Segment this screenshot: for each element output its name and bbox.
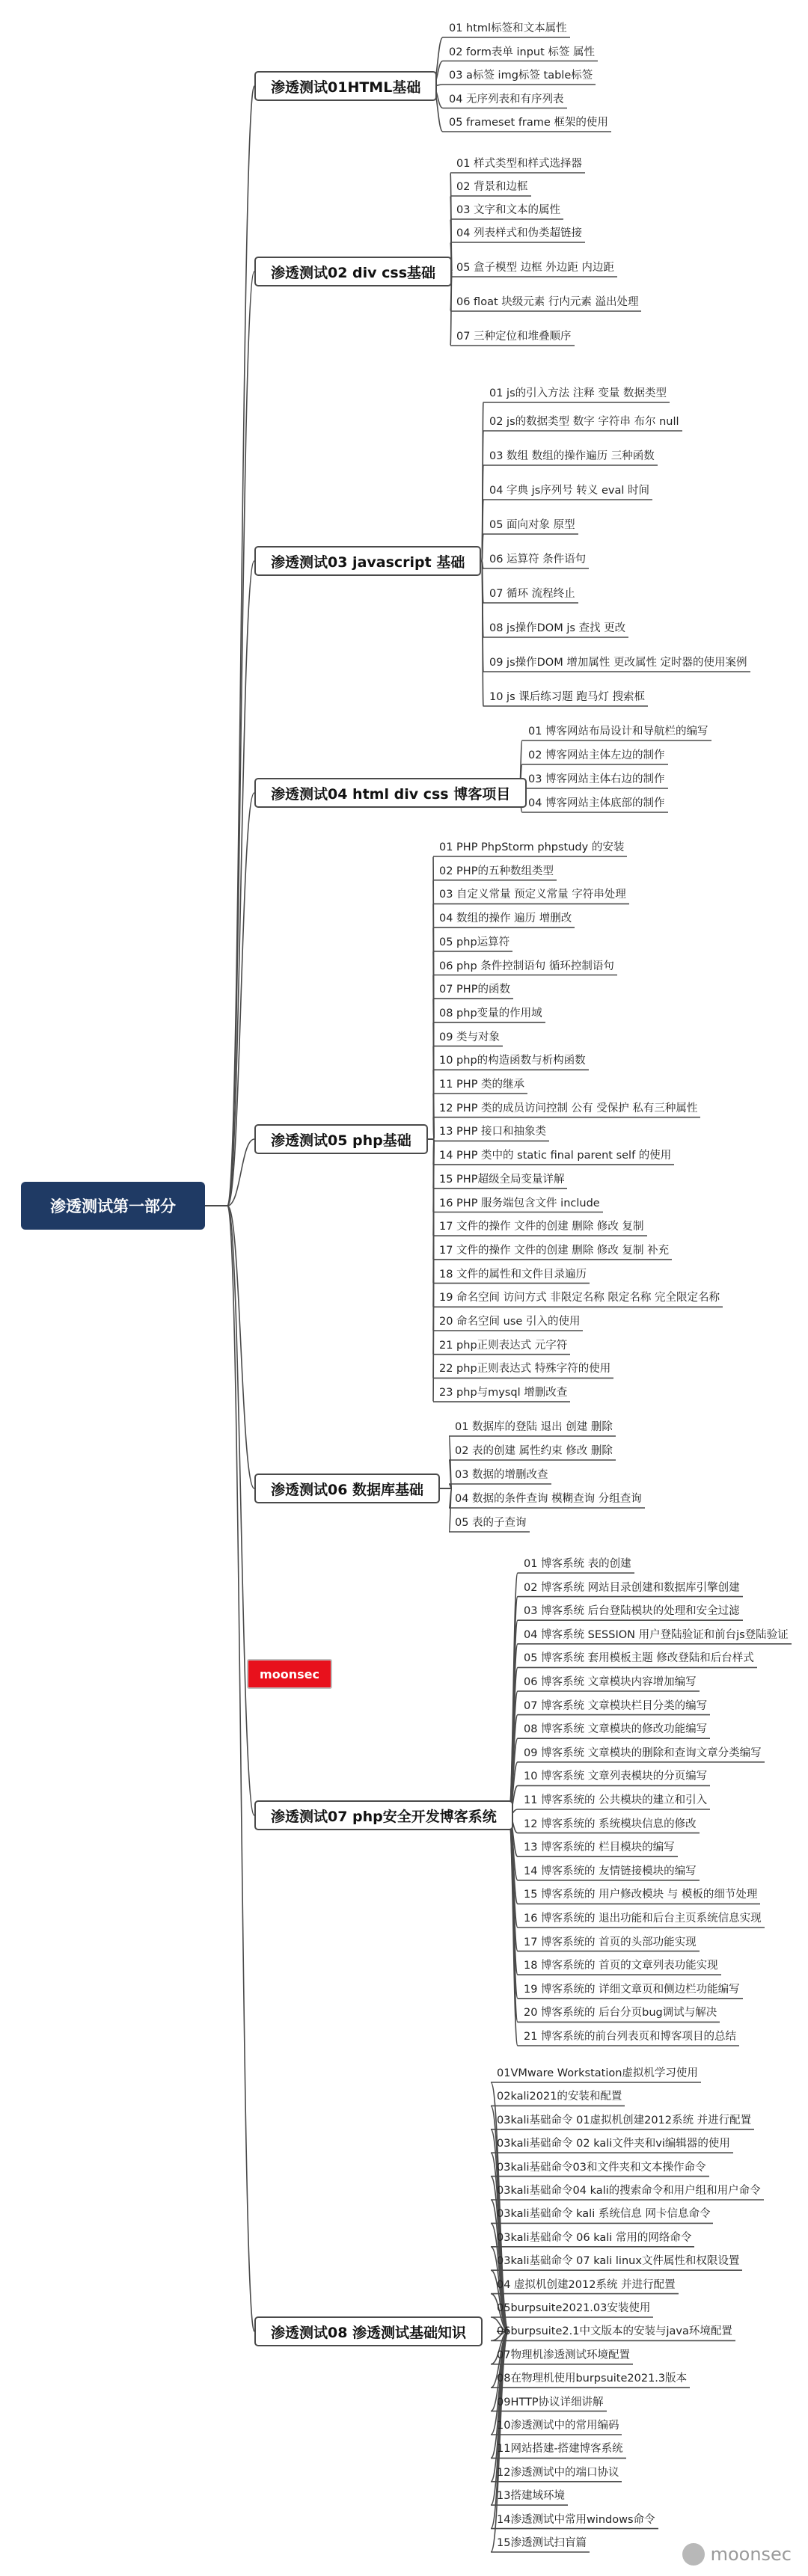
leaf-item[interactable]: 09HTTP协议详细讲解	[497, 2396, 604, 2408]
leaf-item[interactable]: 08 博客系统 文章模块的修改功能编写	[524, 1723, 708, 1736]
leaf-item[interactable]: 11网站搭建-搭建博客系统	[497, 2443, 623, 2456]
leaf-item[interactable]: 10 php的构造函数与析构函数	[439, 1055, 586, 1067]
leaf-item[interactable]: 09 js操作DOM 增加属性 更改属性 定时器的使用案例	[489, 657, 747, 669]
leaf-item[interactable]: 02 博客系统 网站目录创建和数据库引擎创建	[524, 1581, 740, 1594]
leaf-item[interactable]: 16 PHP 服务端包含文件 include	[439, 1197, 600, 1209]
leaf-item[interactable]: 02 js的数据类型 数字 字符串 布尔 null	[489, 416, 679, 428]
leaf-item[interactable]: 08在物理机使用burpsuite2021.3版本	[497, 2373, 688, 2385]
leaf-item[interactable]: 03kali基础命令 kali 系统信息 网卡信息命令	[497, 2208, 711, 2221]
moonsec-tag: moonsec	[247, 1659, 332, 1689]
leaf-item[interactable]: 05 表的子查询	[455, 1517, 527, 1529]
leaf-item[interactable]: 03 博客网站主体右边的制作	[528, 773, 665, 785]
connector-line	[205, 561, 254, 1206]
leaf-item[interactable]: 02kali2021的安装和配置	[497, 2091, 622, 2103]
leaf-item[interactable]: 12 PHP 类的成员访问控制 公有 受保护 私有三种属性	[439, 1102, 698, 1114]
leaf-item[interactable]: 20 命名空间 use 引入的使用	[439, 1316, 581, 1328]
leaf-item[interactable]: 03 数据的增删改查	[455, 1469, 548, 1481]
connector-line	[205, 1206, 254, 2331]
connector-line	[205, 272, 254, 1206]
leaf-item[interactable]: 04 字典 js序列号 转义 eval 时间	[489, 485, 649, 497]
leaf-item[interactable]: 02 博客网站主体左边的制作	[528, 749, 665, 761]
watermark-logo-icon	[682, 2543, 705, 2566]
leaf-item[interactable]: 01 博客系统 表的创建	[524, 1558, 631, 1570]
leaf-item[interactable]: 11 PHP 类的继承	[439, 1079, 525, 1091]
leaf-item[interactable]: 15 PHP超级全局变量详解	[439, 1173, 565, 1186]
leaf-item[interactable]: 04 虚拟机创建2012系统 并进行配置	[497, 2278, 676, 2291]
leaf-item[interactable]: 07 循环 流程终止	[489, 588, 575, 600]
leaf-item[interactable]: 05 盒子模型 边框 外边距 内边距	[456, 262, 614, 274]
leaf-item[interactable]: 08 js操作DOM js 查找 更改	[489, 622, 626, 634]
connector-line	[205, 1206, 254, 1488]
leaf-item[interactable]: 12 博客系统的 系统模块信息的修改	[524, 1818, 697, 1830]
leaf-item[interactable]: 14 PHP 类中的 static final parent self 的使用	[439, 1150, 672, 1162]
category-node-8[interactable]: 渗透测试08 渗透测试基础知识	[254, 2316, 483, 2346]
leaf-item[interactable]: 01 PHP PhpStorm phpstudy 的安装	[439, 841, 625, 853]
leaf-item[interactable]: 03kali基础命令 06 kali 常用的网络命令	[497, 2231, 692, 2244]
category-node-6[interactable]: 渗透测试06 数据库基础	[254, 1473, 440, 1503]
leaf-item[interactable]: 18 文件的属性和文件目录遍历	[439, 1268, 587, 1281]
leaf-item[interactable]: 05 面向对象 原型	[489, 519, 575, 531]
leaf-item[interactable]: 10 博客系统 文章列表模块的分页编写	[524, 1770, 708, 1783]
leaf-item[interactable]: 23 php与mysql 增删改查	[439, 1387, 568, 1399]
leaf-item[interactable]: 03 数组 数组的操作遍历 三种函数	[489, 450, 655, 462]
leaf-item[interactable]: 01 数据库的登陆 退出 创建 删除	[455, 1421, 613, 1433]
leaf-item[interactable]: 03 文字和文本的属性	[456, 204, 561, 216]
leaf-item[interactable]: 16 博客系统的 退出功能和后台主页系统信息实现	[524, 1913, 762, 1925]
category-node-4[interactable]: 渗透测试04 html div css 博客项目	[254, 778, 527, 808]
leaf-item[interactable]: 06 运算符 条件语句	[489, 553, 587, 565]
leaf-item[interactable]: 08 php变量的作用域	[439, 1007, 542, 1019]
watermark-text: moonsec	[710, 2544, 792, 2565]
leaf-item[interactable]: 03kali基础命令 01虚拟机创建2012系统 并进行配置	[497, 2114, 752, 2126]
leaf-item[interactable]: 04 列表样式和伪类超链接	[456, 227, 583, 239]
leaf-item[interactable]: 20 博客系统的 后台分页bug调试与解决	[524, 2007, 717, 2020]
leaf-item[interactable]: 17 文件的操作 文件的创建 删除 修改 复制	[439, 1221, 644, 1233]
category-node-1[interactable]: 渗透测试01HTML基础	[254, 71, 437, 101]
leaf-item[interactable]: 19 命名空间 访问方式 非限定名称 限定名称 完全限定名称	[439, 1292, 720, 1304]
leaf-item[interactable]: 01 样式类型和样式选择器	[456, 158, 583, 170]
leaf-item[interactable]: 09 类与对象	[439, 1031, 501, 1043]
connector-line	[205, 793, 254, 1206]
leaf-item[interactable]: 21 博客系统的前台列表页和博客项目的总结	[524, 2031, 737, 2043]
category-node-5[interactable]: 渗透测试05 php基础	[254, 1124, 428, 1154]
leaf-item[interactable]: 04 数据的条件查询 模糊查询 分组查询	[455, 1493, 642, 1505]
leaf-item[interactable]: 04 数组的操作 遍历 增删改	[439, 913, 572, 925]
leaf-item[interactable]: 06 php 条件控制语句 循环控制语句	[439, 960, 614, 972]
leaf-item[interactable]: 10渗透测试中的常用编码	[497, 2420, 619, 2432]
leaf-item[interactable]: 01 js的引入方法 注释 变量 数据类型	[489, 387, 667, 399]
leaf-item[interactable]: 04 博客系统 SESSION 用户登陆验证和前台js登陆验证	[524, 1628, 789, 1641]
leaf-item[interactable]: 11 博客系统的 公共模块的建立和引入	[524, 1794, 708, 1806]
leaf-item[interactable]: 13搭建域环境	[497, 2490, 565, 2503]
leaf-item[interactable]: 05 php运算符	[439, 936, 510, 948]
leaf-item[interactable]: 07 PHP的函数	[439, 984, 510, 996]
root-node[interactable]: 渗透测试第一部分	[21, 1182, 205, 1230]
watermark	[682, 2543, 792, 2566]
leaf-item[interactable]: 22 php正则表达式 特殊字符的使用	[439, 1363, 611, 1376]
leaf-item[interactable]: 01VMware Workstation虚拟机学习使用	[497, 2067, 698, 2079]
leaf-item[interactable]: 01 博客网站布局设计和导航栏的编写	[528, 726, 708, 737]
leaf-item[interactable]: 18 博客系统的 首页的文章列表功能实现	[524, 1960, 718, 1972]
leaf-item[interactable]: 01 html标签和文本属性	[449, 22, 567, 34]
leaf-item[interactable]: 06 博客系统 文章模块内容增加编写	[524, 1676, 697, 1688]
category-node-7[interactable]: 渗透测试07 php安全开发博客系统	[254, 1800, 513, 1830]
leaf-item[interactable]: 09 博客系统 文章模块的删除和查询文章分类编写	[524, 1747, 762, 1759]
leaf-item[interactable]: 14渗透测试中常用windows命令	[497, 2513, 655, 2526]
leaf-item[interactable]: 07 博客系统 文章模块栏目分类的编写	[524, 1699, 708, 1712]
leaf-item[interactable]: 13 PHP 接口和抽象类	[439, 1126, 547, 1138]
leaf-item[interactable]: 19 博客系统的 详细文章页和侧边栏功能编写	[524, 1983, 740, 1996]
connector-line	[422, 999, 443, 1139]
leaf-item[interactable]: 03kali基础命令 02 kali文件夹和vi编辑器的使用	[497, 2138, 730, 2150]
leaf-item[interactable]: 13 博客系统的 栏目模块的编写	[524, 1841, 675, 1854]
leaf-item[interactable]: 04 无序列表和有序列表	[449, 93, 564, 105]
leaf-item[interactable]: 03 a标签 img标签 table标签	[449, 70, 593, 82]
leaf-item[interactable]: 10 js 课后练习题 跑马灯 搜索框	[489, 691, 645, 703]
leaf-item[interactable]: 02 form表单 input 标签 属性	[449, 46, 595, 58]
leaf-item[interactable]: 02 表的创建 属性约束 修改 删除	[455, 1445, 613, 1457]
leaf-item[interactable]: 02 背景和边框	[456, 181, 528, 193]
leaf-item[interactable]: 17 博客系统的 首页的头部功能实现	[524, 1936, 697, 1948]
leaf-item[interactable]: 15 博客系统的 用户修改模块 与 模板的细节处理	[524, 1889, 758, 1901]
leaf-item[interactable]: 03 自定义常量 预定义常量 字符串处理	[439, 889, 626, 901]
leaf-item[interactable]: 15渗透测试扫盲篇	[497, 2537, 587, 2549]
connector-line	[440, 1484, 459, 1488]
leaf-item[interactable]: 05 博客系统 套用模板主题 修改登陆和后台样式	[524, 1652, 754, 1665]
category-node-3[interactable]: 渗透测试03 javascript 基础	[254, 546, 481, 576]
leaf-item[interactable]: 03kali基础命令 07 kali linux文件属性和权限设置	[497, 2255, 740, 2268]
leaf-item[interactable]: 06 float 块级元素 行内元素 溢出处理	[456, 296, 639, 308]
leaf-item[interactable]: 07物理机渗透测试环境配置	[497, 2349, 630, 2361]
leaf-item[interactable]: 17 文件的操作 文件的创建 删除 修改 复制 补充	[439, 1244, 670, 1257]
leaf-item[interactable]: 21 php正则表达式 元字符	[439, 1339, 568, 1352]
leaf-item[interactable]: 12渗透测试中的端口协议	[497, 2466, 619, 2479]
connector-line	[470, 561, 493, 672]
leaf-item[interactable]: 02 PHP的五种数组类型	[439, 865, 554, 877]
leaf-item[interactable]: 05 frameset frame 框架的使用	[449, 117, 608, 129]
leaf-item[interactable]: 05burpsuite2021.03安装使用	[497, 2302, 651, 2314]
leaf-item[interactable]: 14 博客系统的 友情链接模块的编写	[524, 1865, 697, 1877]
leaf-item[interactable]: 04 博客网站主体底部的制作	[528, 797, 665, 809]
leaf-item[interactable]: 07 三种定位和堆叠顺序	[456, 331, 572, 343]
leaf-item[interactable]: 06burpsuite2.1中文版本的安装与java环境配置	[497, 2325, 732, 2338]
leaf-item[interactable]: 03kali基础命令04 kali的搜索命令和用户组和用户命令	[497, 2185, 761, 2197]
leaf-item[interactable]: 03kali基础命令03和文件夹和文本操作命令	[497, 2161, 706, 2174]
connector-line	[205, 1206, 254, 1815]
category-node-2[interactable]: 渗透测试02 div css基础	[254, 257, 452, 286]
leaf-item[interactable]: 03 博客系统 后台登陆模块的处理和安全过滤	[524, 1605, 740, 1618]
